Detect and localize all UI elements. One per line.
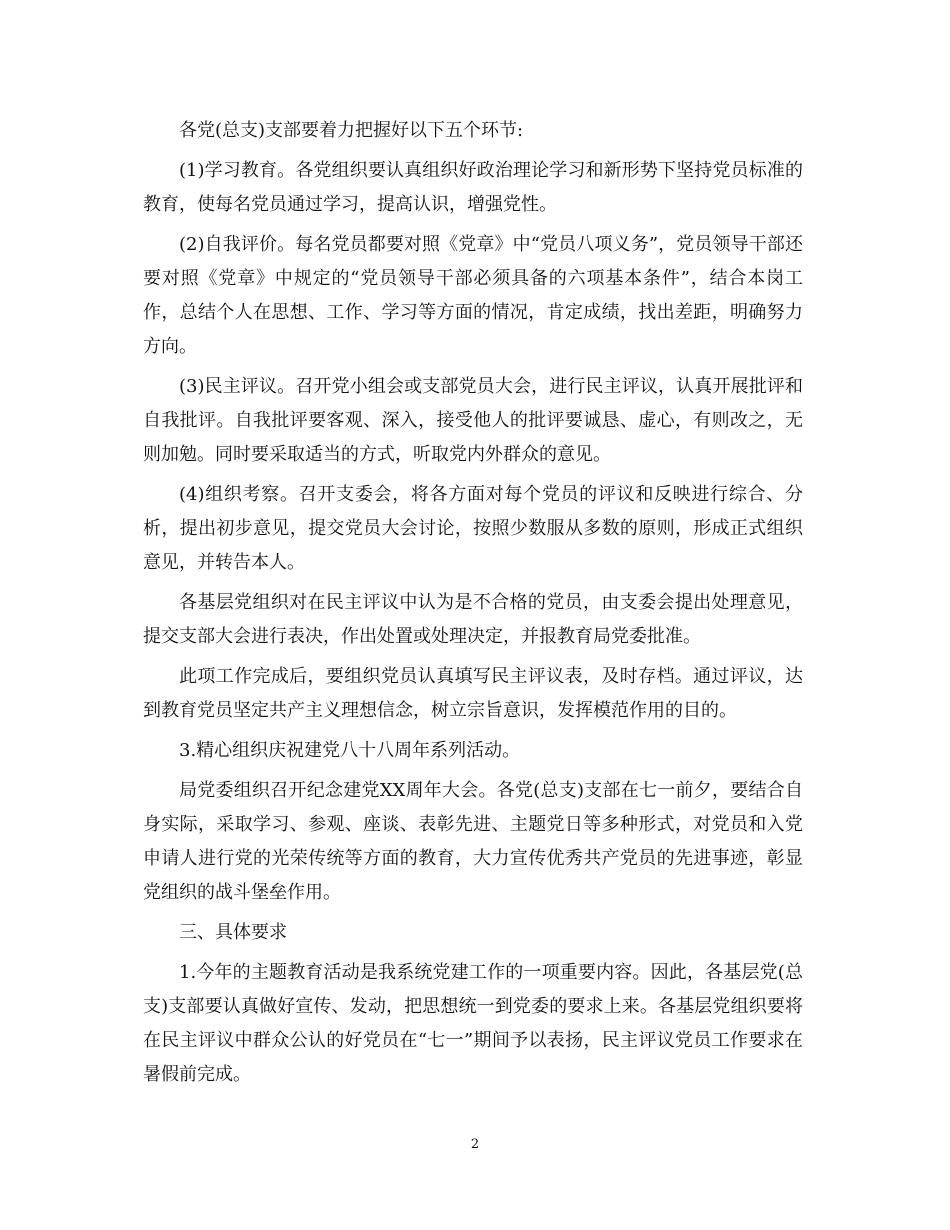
paragraph-study-education: (1)学习教育。各党组织要认真组织好政治理论学习和新形势下坚持党员标准的教育，使每名党员通过学习，提高认识，增强党性。 xyxy=(143,160,803,215)
paragraph-anniversary-meeting: 局党委组织召开纪念建党XX周年大会。各党(总支)支部在七一前夕，要结合自身实际，采取学习、参观、座谈、表彰先进、主题党日等多种形式，对党员和入党申请人进行党的光荣传统等方面的教育，大力宣传优秀共产党员的先进事迹，彰显党组织的战斗堡垒作用。 xyxy=(143,780,803,903)
paragraph-democratic-review: (3)民主评议。召开党小组会或支部党员大会，进行民主评议，认真开展批评和自我批评。自我批评要客观、深入，接受他人的批评要诚恳、虚心，有则改之，无则加勉。同时要采取适当的方式，听取党内外群众的意见。 xyxy=(143,376,803,465)
paragraph-requirements-heading: 三、具体要求 xyxy=(179,922,287,943)
paragraph-self-evaluation: (2)自我评价。每名党员都要对照《党章》中“党员八项义务”，党员领导干部还要对照《党章》中规定的“党员领导干部必须具备的六项基本条件”，结合本岗工作，总结个人在思想、工作、学习等方面的情况，肯定成绩，找出差距，明确努力方向。 xyxy=(143,234,803,357)
page-number: 2 xyxy=(470,1137,480,1152)
paragraph-intro: 各党(总支)支部要着力把握好以下五个环节: xyxy=(179,120,524,141)
paragraph-section-3-heading: 3.精心组织庆祝建党八十八周年系列活动。 xyxy=(179,740,521,761)
document-body xyxy=(143,114,803,1098)
paragraph-unqualified-members: 各基层党组织对在民主评议中认为是不合格的党员，由支委会提出处理意见，提交支部大会进行表决，作出处置或处理决定，并报教育局党委批准。 xyxy=(143,592,803,647)
paragraph-archiving: 此项工作完成后，要组织党员认真填写民主评议表，及时存档。通过评议，达到教育党员坚定共产主义理想信念，树立宗旨意识，发挥模范作用的目的。 xyxy=(143,666,803,721)
paragraph-organization-review: (4)组织考察。召开支委会，将各方面对每个党员的评议和反映进行综合、分析，提出初步意见，提交党员大会讨论，按照少数服从多数的原则，形成正式组织意见，并转告本人。 xyxy=(143,484,803,573)
paragraph-requirement-1: 1.今年的主题教育活动是我系统党建工作的一项重要内容。因此，各基层党(总支)支部要认真做好宣传、发动，把思想统一到党委的要求上来。各基层党组织要将在民主评议中群众公认的好党员在“七一”期间予以表扬，民主评议党员工作要求在暑假前完成。 xyxy=(143,962,803,1085)
